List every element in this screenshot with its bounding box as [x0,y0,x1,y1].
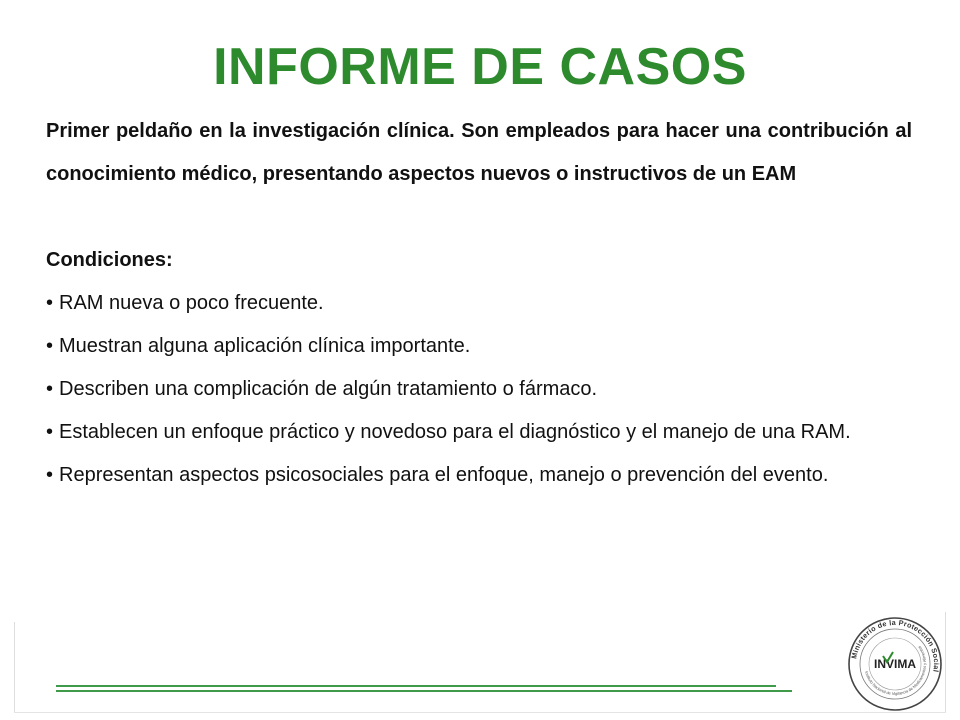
frame-divider-right [945,612,946,712]
intro-paragraph: Primer peldaño en la investigación clínica. Son empleados para hacer una contribución al conocimiento médico, presentando aspectos nuevos o instructivos de un EAM [46,120,912,185]
slide-title: INFORME DE CASOS [213,38,747,96]
bullet-text: Establecen un enfoque práctico y novedoso para el diagnóstico y el manejo de una RAM. [59,421,851,443]
invima-seal-icon [847,616,943,712]
seal-logo-text: INVIMA [874,657,916,671]
bullet-item-2 [46,325,912,368]
bullet-marker: • [46,292,54,314]
paragraph-spacer [46,196,912,239]
seal-inner-ring-text: Instituto Nacional de Vigilancia de Medicamentos y Alimentos [863,645,928,697]
bullet-marker: • [46,464,54,486]
bullet-item-5 [46,454,912,497]
conditions-heading: Condiciones: [46,249,173,271]
bullet-text: Muestran alguna aplicación clínica importante. [59,335,471,357]
frame-divider-bottom [14,712,946,713]
frame-divider-left [14,622,15,712]
bullet-item-3 [46,368,912,411]
footer-rule-bottom [56,690,792,692]
bullet-marker: • [46,335,54,357]
bullet-text: Describen una complicación de algún tratamiento o fármaco. [59,378,598,400]
bullet-marker: • [46,421,54,443]
bullet-marker: • [46,378,54,400]
seal-ring-text: Ministerio de la Protección Social [849,617,942,673]
bullet-text: Representan aspectos psicosociales para el enfoque, manejo o prevención del evento. [59,464,829,486]
bullet-item-4 [46,411,912,454]
bullet-text: RAM nueva o poco frecuente. [59,292,324,314]
bullet-item-1 [46,282,912,325]
footer-rule-top [56,685,776,687]
slide-body [46,110,912,497]
